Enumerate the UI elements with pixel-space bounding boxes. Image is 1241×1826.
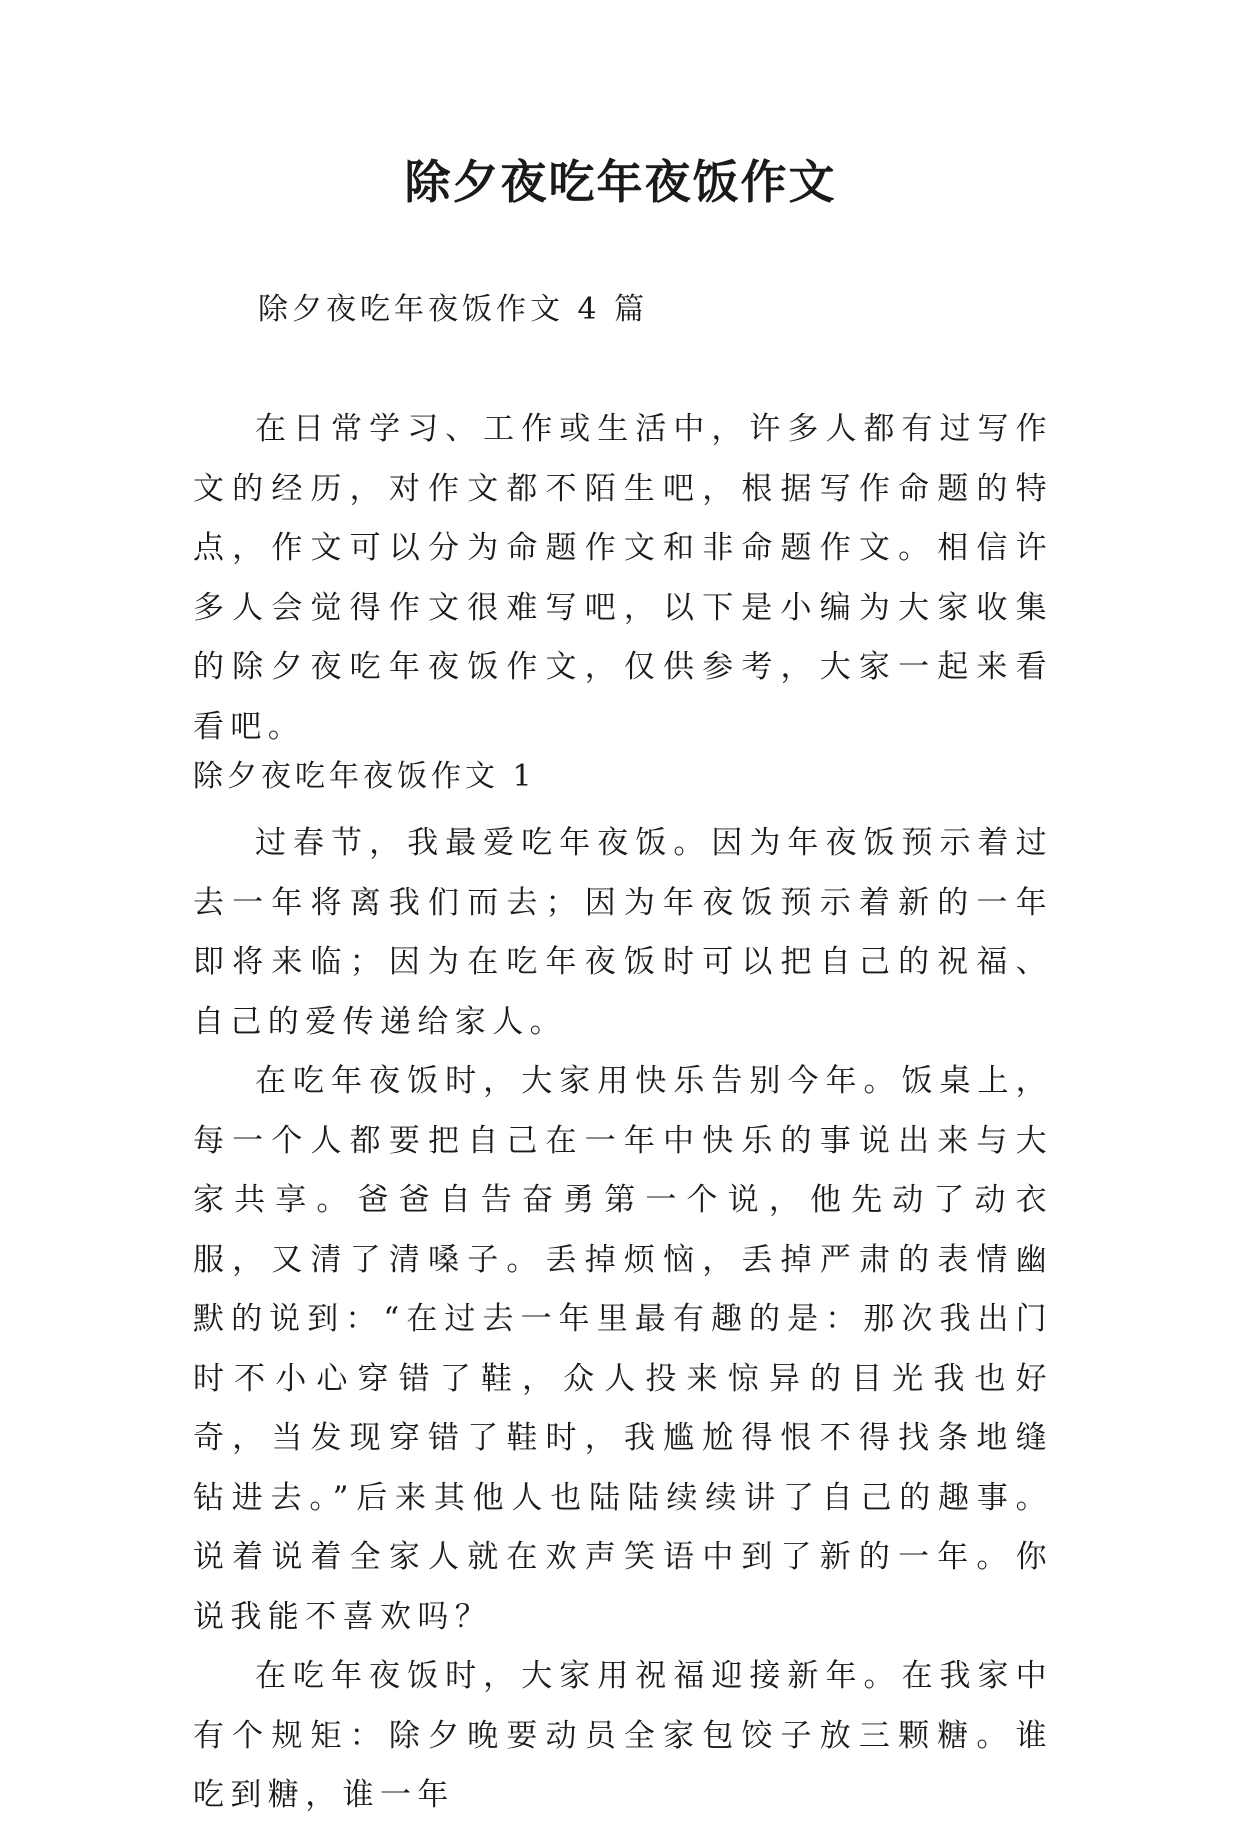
body-paragraph: 在吃年夜饭时，大家用祝福迎接新年。在我家中有个规矩：除夕晚要动员全家包饺子放三颗糖。谁吃到糖，谁一年 xyxy=(193,1658,1053,1813)
body-paragraph: 在吃年夜饭时，大家用快乐告别今年。饭桌上，每一个人都要把自己在一年中快乐的事说出来与大家共享。爸爸自告奋勇第一个说，他先动了动衣服，又清了清嗓子。丢掉烦恼，丢掉严肃的表情幽默的说到：“在过去一年里最有趣的是：那次我出门时不小心穿错了鞋，众人投来惊异的目光我也好奇，当发现穿错了鞋时，我尴尬得恨不得找条地缝钻进去。”后来其他人也陆陆续续讲了自己的趣事。说着说着全家人就在欢声笑语中到了新的一年。你说我能不喜欢吗？ xyxy=(193,1063,1053,1635)
body-paragraph: 过春节，我最爱吃年夜饭。因为年夜饭预示着过去一年将离我们而去；因为年夜饭预示着新的一年即将来临；因为在吃年夜饭时可以把自己的祝福、自己的爱传递给家人。 xyxy=(193,825,1053,1040)
document-title: 除夕夜吃年夜饭作文 xyxy=(404,155,837,209)
intro-paragraph: 在日常学习、工作或生活中，许多人都有过写作文的经历，对作文都不陌生吧，根据写作命题的特点，作文可以分为命题作文和非命题作文。相信许多人会觉得作文很难写吧，以下是小编为大家收集的除夕夜吃年夜饭作文，仅供参考，大家一起来看看吧。 xyxy=(193,411,1053,745)
section-heading: 除夕夜吃年夜饭作文 1 xyxy=(193,759,536,794)
document-subtitle: 除夕夜吃年夜饭作文 4 篇 xyxy=(258,292,649,327)
essay-section-1 xyxy=(193,747,1053,1826)
intro-block xyxy=(193,400,1053,757)
